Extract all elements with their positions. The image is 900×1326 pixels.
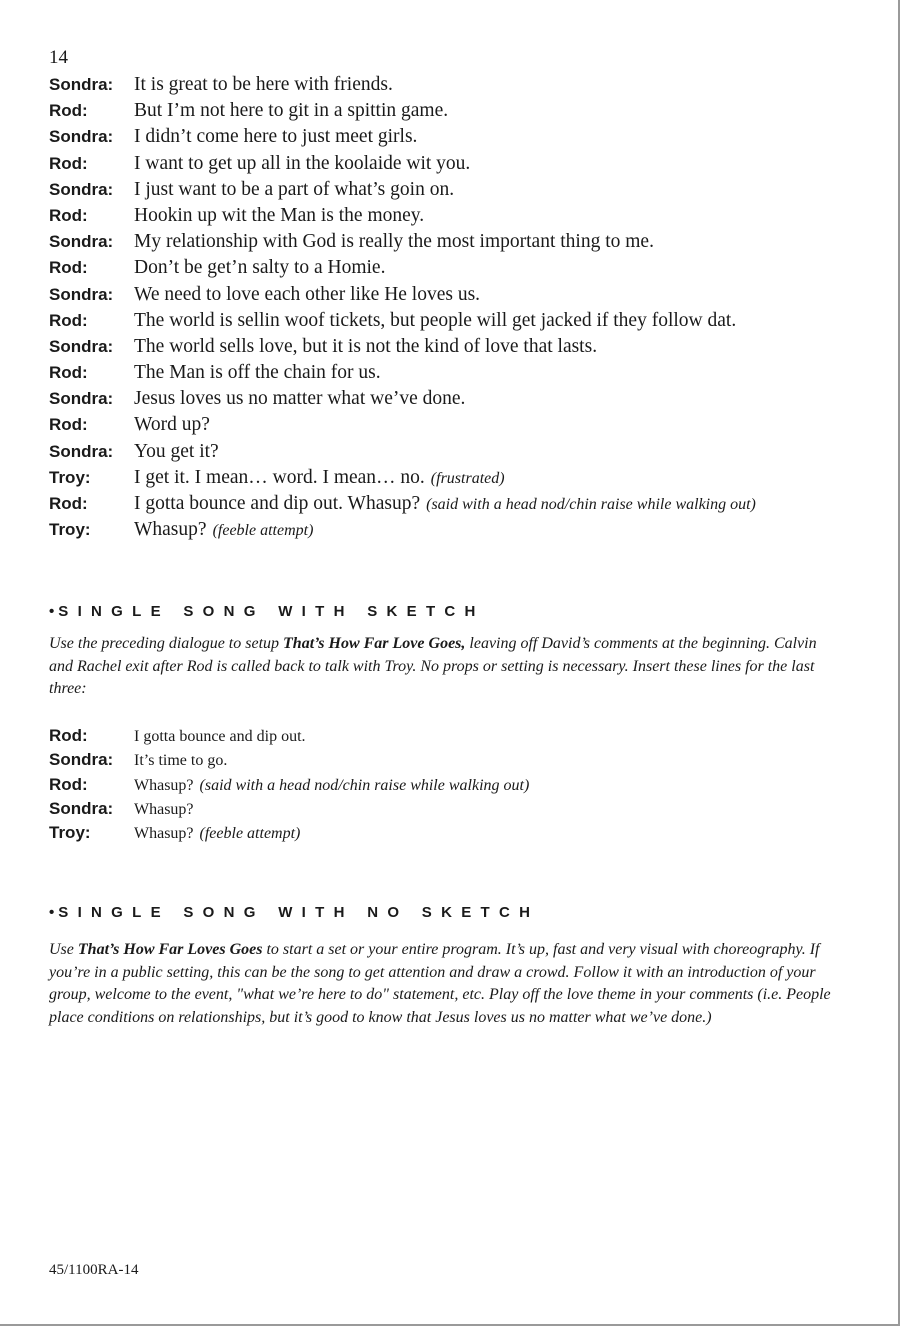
- line-text: Don’t be get’n salty to a Homie.: [134, 257, 386, 279]
- line-text: Whasup?: [134, 800, 194, 818]
- speaker-name: Rod:: [49, 153, 88, 173]
- dialogue-line: [49, 153, 889, 179]
- speaker-name: Sondra:: [49, 179, 114, 199]
- line-text: My relationship with God is really the most important thing to me.: [134, 231, 654, 253]
- stage-direction: (said with a head nod/chin raise while walking out): [199, 776, 530, 794]
- dialogue-line: [49, 441, 889, 467]
- instructions-text: Use: [49, 941, 78, 958]
- line-text: It is great to be here with friends.: [134, 74, 393, 95]
- speaker-name: Rod:: [49, 774, 88, 794]
- dialogue-line: [49, 775, 849, 799]
- dialogue-line: [49, 126, 889, 152]
- section-heading-sketch: [49, 603, 485, 620]
- speaker-name: Sondra:: [49, 798, 114, 818]
- heading-text: SINGLE SONG WITH NO SKETCH: [58, 904, 540, 921]
- dialogue-line: [49, 284, 889, 310]
- speaker-name: Rod:: [49, 258, 88, 278]
- speaker-name: Rod:: [49, 726, 88, 745]
- speaker-name: Sondra:: [49, 232, 114, 252]
- speaker-name: Rod:: [49, 310, 88, 330]
- dialogue-line: [49, 823, 849, 847]
- speaker-name: Sondra:: [49, 284, 114, 304]
- section-heading-no-sketch: [49, 904, 539, 921]
- dialogue-line: [49, 231, 889, 257]
- line-text: We need to love each other like He loves us.: [134, 283, 481, 305]
- line-text: It’s time to go.: [134, 752, 228, 770]
- dialogue-line: [49, 74, 889, 100]
- dialogue-line: [49, 388, 889, 414]
- speaker-name: Rod:: [49, 415, 88, 435]
- heading-bullet: •: [49, 603, 55, 620]
- stage-direction: (frustrated): [430, 469, 505, 487]
- line-text: The Man is off the chain for us.: [134, 362, 381, 384]
- line-text: Whasup?: [134, 825, 194, 843]
- speaker-name: Troy:: [49, 823, 91, 843]
- speaker-name: Rod:: [49, 363, 88, 383]
- stage-direction: (said with a head nod/chin raise while walking out): [426, 496, 756, 513]
- instructions-text: leaving off David’s comments at the beginning. Calvin and Rachel exit after Rod is called back to talk with Troy. No props or setting is necessary. Insert these lines for the last three:: [49, 635, 817, 697]
- speaker-name: Sondra:: [49, 750, 114, 770]
- song-title: That’s How Far Love Goes,: [283, 635, 466, 652]
- speaker-name: Sondra:: [49, 389, 114, 409]
- speaker-name: Troy:: [49, 467, 91, 487]
- footer-code: 45/1100RA-14: [49, 1262, 139, 1278]
- dialogue-line: [49, 336, 889, 362]
- instructions-text: Use the preceding dialogue to setup: [49, 635, 284, 652]
- dialogue-block: [49, 74, 889, 545]
- line-text: The world sells love, but it is not the kind of love that lasts.: [134, 335, 598, 357]
- dialogue-block-alt: [49, 726, 849, 847]
- dialogue-line: [49, 799, 849, 823]
- dialogue-line: [49, 100, 889, 126]
- speaker-name: Sondra:: [49, 75, 114, 94]
- stage-direction: (feeble attempt): [199, 825, 301, 843]
- dialogue-line: [49, 179, 889, 205]
- section-instructions-sketch: [49, 633, 839, 701]
- song-title: That’s How Far Loves Goes: [77, 941, 263, 958]
- line-text: The world is sellin woof tickets, but people will get jacked if they follow dat.: [134, 309, 737, 331]
- line-text: Word up?: [134, 414, 210, 436]
- dialogue-line: [49, 310, 889, 336]
- speaker-name: Sondra:: [49, 336, 114, 356]
- dialogue-line: [49, 414, 889, 440]
- line-text: Whasup?: [134, 776, 194, 794]
- line-text: I want to get up all in the koolaide wit you.: [134, 152, 471, 174]
- speaker-name: Sondra:: [49, 441, 114, 461]
- line-text: I gotta bounce and dip out. Whasup?: [134, 493, 421, 514]
- dialogue-line: [49, 493, 889, 519]
- line-text: You get it?: [134, 440, 219, 462]
- line-text: Whasup?: [134, 519, 207, 541]
- dialogue-line: [49, 362, 889, 388]
- heading-bullet: •: [49, 904, 55, 921]
- line-text: I didn’t come here to just meet girls.: [134, 126, 418, 148]
- line-text: I gotta bounce and dip out.: [134, 728, 306, 745]
- dialogue-line: [49, 467, 889, 493]
- heading-text: SINGLE SONG WITH SKETCH: [58, 603, 485, 620]
- dialogue-line: [49, 726, 849, 750]
- dialogue-line: [49, 205, 889, 231]
- speaker-name: Rod:: [49, 205, 88, 225]
- dialogue-line: [49, 257, 889, 283]
- section-instructions-no-sketch: [49, 939, 839, 1029]
- line-text: I get it. I mean… word. I mean… no.: [134, 466, 425, 488]
- instructions-text: to start a set or your entire program. It’s up, fast and very visual with choreography. If you’re in a public setting, this can be the song to get attention and draw a crowd. Follow it with an introduction of your group, welcome to the event, "what we’re here to do" statement, etc. Play off the love theme in your comments (i.e. People place conditions on relationships, but it’s good to know that Jesus loves us no matter what we’ve done.): [49, 941, 831, 1026]
- line-text: I just want to be a part of what’s goin on.: [134, 178, 455, 200]
- line-text: But I’m not here to git in a spittin game.: [134, 100, 449, 122]
- stage-direction: (feeble attempt): [212, 522, 314, 540]
- page-number: 14: [49, 47, 68, 68]
- speaker-name: Rod:: [49, 101, 88, 121]
- dialogue-line: [49, 750, 849, 774]
- line-text: Hookin up wit the Man is the money.: [134, 204, 425, 226]
- line-text: Jesus loves us no matter what we’ve done.: [134, 388, 466, 410]
- speaker-name: Sondra:: [49, 127, 114, 147]
- speaker-name: Rod:: [49, 494, 88, 513]
- dialogue-line: [49, 519, 889, 545]
- speaker-name: Troy:: [49, 520, 91, 540]
